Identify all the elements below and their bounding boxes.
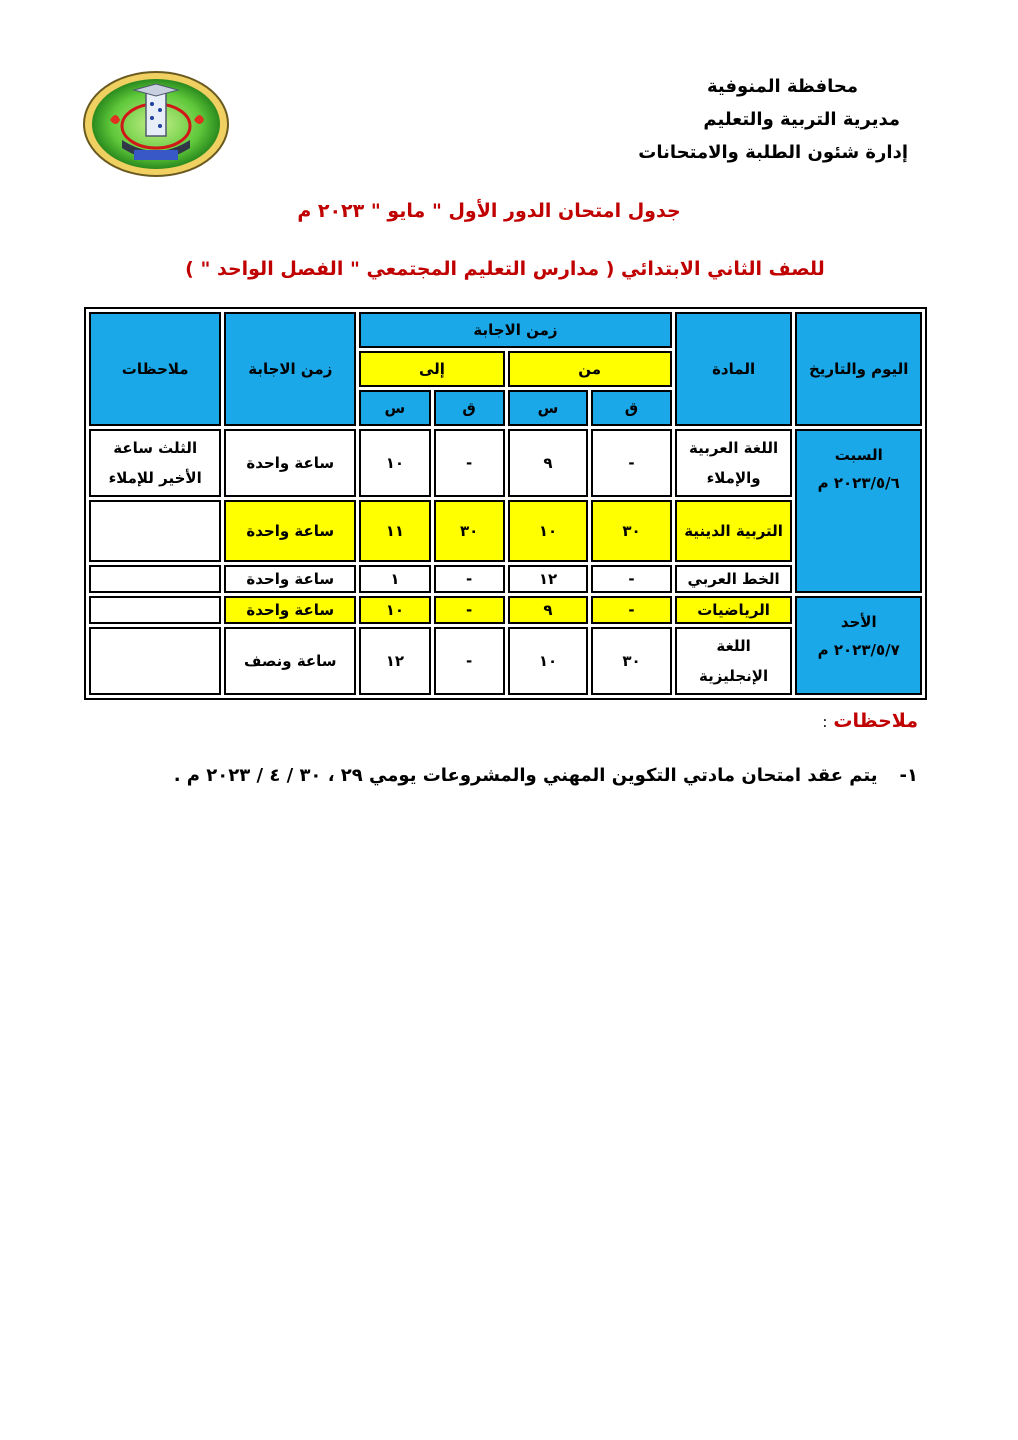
subject-cell: الخط العربي — [675, 565, 793, 593]
from-hour-cell: ٩ — [508, 429, 589, 497]
header-to-hour: س — [359, 390, 430, 426]
duration-cell: ساعة واحدة — [224, 429, 356, 497]
from-hour-cell: ١٢ — [508, 565, 589, 593]
exam-schedule-table — [84, 307, 927, 700]
day-date-cell — [795, 596, 922, 695]
from-minute-cell: ٣٠ — [591, 500, 671, 562]
header-answer-time-group: زمن الاجابة — [359, 312, 672, 348]
document-title: جدول امتحان الدور الأول " مايو " ٢٠٢٣ م — [297, 200, 681, 222]
to-minute-cell: - — [434, 596, 505, 624]
notes-cell: الثلث ساعة الأخير للإملاء — [89, 429, 221, 497]
note-text: يتم عقد امتحان مادتي التكوين المهني والمشروعات يومي ٢٩ ، ٣٠ / ٤ / ٢٠٢٣ م . — [173, 765, 878, 786]
notes-cell — [89, 596, 221, 624]
subject-cell: الرياضيات — [675, 596, 793, 624]
header-day-date: اليوم والتاريخ — [795, 312, 922, 426]
from-minute-cell: - — [591, 565, 671, 593]
governorate-emblem-logo — [82, 70, 230, 178]
header-to: إلى — [359, 351, 504, 387]
day-name: السبت — [834, 446, 883, 464]
header-to-minute: ق — [434, 390, 505, 426]
governorate-name: محافظة المنوفية — [706, 76, 858, 97]
to-hour-cell: ١٠ — [359, 429, 430, 497]
exam-date: ٢٠٢٣/٥/٦ م — [817, 474, 900, 492]
subject-cell: اللغة العربية والإملاء — [675, 429, 793, 497]
duration-cell: ساعة واحدة — [224, 596, 356, 624]
from-hour-cell: ١٠ — [508, 500, 589, 562]
department-name: إدارة شئون الطلبة والامتحانات — [638, 142, 908, 163]
to-minute-cell: - — [434, 429, 505, 497]
directorate-name: مديرية التربية والتعليم — [703, 109, 900, 130]
subject-cell: اللغة الإنجليزية — [675, 627, 793, 695]
header-subject: المادة — [675, 312, 793, 426]
header-from-minute: ق — [591, 390, 671, 426]
from-hour-cell: ٩ — [508, 596, 589, 624]
notes-cell — [89, 627, 221, 695]
from-minute-cell: - — [591, 596, 671, 624]
duration-cell: ساعة ونصف — [224, 627, 356, 695]
note-item — [174, 765, 918, 786]
from-hour-cell: ١٠ — [508, 627, 589, 695]
notes-label-text: ملاحظات — [833, 710, 918, 732]
header-from: من — [508, 351, 672, 387]
duration-cell: ساعة واحدة — [224, 500, 356, 562]
table-row — [89, 596, 922, 624]
notes-section-label — [822, 710, 918, 732]
header-from-hour: س — [508, 390, 589, 426]
table-row — [89, 429, 922, 497]
notes-cell — [89, 500, 221, 562]
notes-cell — [89, 565, 221, 593]
from-minute-cell: - — [591, 429, 671, 497]
header-duration: زمن الاجابة — [224, 312, 356, 426]
from-minute-cell: ٣٠ — [591, 627, 671, 695]
to-minute-cell: - — [434, 565, 505, 593]
header-notes: ملاحظات — [89, 312, 221, 426]
to-hour-cell: ١٠ — [359, 596, 430, 624]
to-minute-cell: - — [434, 627, 505, 695]
subject-cell: التربية الدينية — [675, 500, 793, 562]
to-hour-cell: ١٢ — [359, 627, 430, 695]
document-subtitle: للصف الثاني الابتدائي ( مدارس التعليم المجتمعي " الفصل الواحد " ) — [185, 258, 825, 280]
to-hour-cell: ١١ — [359, 500, 430, 562]
day-name: الأحد — [840, 613, 877, 631]
day-date-cell — [795, 429, 922, 593]
to-minute-cell: ٣٠ — [434, 500, 505, 562]
note-number: ١- — [899, 765, 918, 786]
exam-date: ٢٠٢٣/٥/٧ م — [817, 641, 900, 659]
duration-cell: ساعة واحدة — [224, 565, 356, 593]
notes-label-colon: : — [822, 713, 828, 731]
to-hour-cell: ١ — [359, 565, 430, 593]
letterhead — [608, 70, 908, 169]
